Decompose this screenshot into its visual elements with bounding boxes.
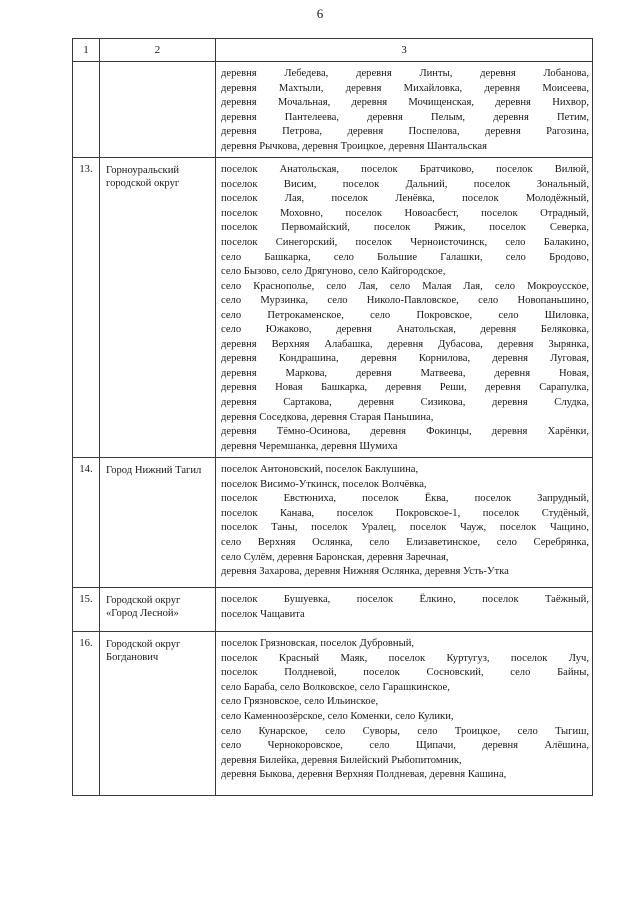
settlement-line: поселок Чащавита [221,608,305,620]
settlement-line: деревня Махтыли, деревня Михайловка, деревня Моисеева, [221,82,589,94]
settlement-line: деревня Верхняя Алабашка, деревня Дубасова, деревня Зырянка, [221,338,589,350]
settlement-line: село Мурзинка, село Николо-Павловское, село Новопаньшино, [221,295,589,307]
settlement-line: село Бараба, село Волковское, село Гарашкинское, [221,681,450,693]
page-number: 6 [316,6,324,21]
table-row [73,632,593,796]
settlement-line: село Грязновское, село Ильинское, [221,696,379,708]
settlement-line: село Южаково, деревня Анатольская, деревня Беляковка, [221,324,589,336]
settlement-line: поселок Моховно, поселок Новоасбест, поселок Отрадный, [221,207,589,219]
header-col-2: 2 [100,39,216,62]
municipality-name: Городской округ Богданович [100,632,216,796]
municipality-name: Городской округ «Город Лесной» [100,588,216,632]
settlement-line: деревня Мочальная, деревня Мочищенская, деревня Нихвор, [221,97,589,109]
settlement-line: село Кунарское, село Суворы, село Троицкое, село Тыгиш, [221,725,589,737]
settlements-list [216,158,593,458]
row-number [73,62,100,158]
settlement-line: деревня Пантелеева, деревня Пелым, деревня Петим, [221,111,589,123]
settlement-line: деревня Черемшанка, деревня Шумиха [221,440,398,452]
settlement-line: село Краснополье, село Лая, село Малая Лая, село Мокроусское, [221,280,589,292]
settlement-line: село Бызово, село Дрягуново, село Кайгородское, [221,266,446,278]
settlements-list [216,588,593,632]
settlement-line: село Сулём, деревня Баронская, деревня Заречная, [221,551,449,563]
settlements-list [216,458,593,588]
settlement-line: село Башкарка, село Большие Галашки, село Бродово, [221,251,589,263]
settlement-line: поселок Таны, поселок Уралец, поселок Чауж, поселок Чащино, [221,522,589,534]
table-row [73,62,593,158]
settlement-line: село Каменноозёрское, село Коменки, село Кулики, [221,710,454,722]
settlement-line: поселок Бушуевка, поселок Ёлкино, поселок Таёжный, [221,594,589,606]
settlement-line: деревня Соседкова, деревня Старая Паньшина, [221,411,434,423]
settlement-line: деревня Билейка, деревня Билейский Рыбопитомник, [221,754,462,766]
settlements-table [72,38,593,796]
municipality-name: Горноуральский городской округ [100,158,216,458]
settlement-line: село Верхняя Ослянка, село Елизаветинское, село Серебрянка, [221,536,589,548]
settlement-line: деревня Новая Башкарка, деревня Реши, деревня Сарапулка, [221,382,589,394]
row-number: 13. [73,158,100,458]
municipality-name: Город Нижний Тагил [100,458,216,588]
settlement-line: деревня Рычкова, деревня Троицкое, деревня Шантальская [221,140,487,152]
settlements-list [216,62,593,158]
header-col-3: 3 [216,39,593,62]
settlement-line: село Чернокоровское, село Щипачи, деревня Алёшина, [221,740,589,752]
settlement-line: деревня Быкова, деревня Верхняя Полдневая, деревня Кашина, [221,769,507,781]
row-number: 15. [73,588,100,632]
municipality-name [100,62,216,158]
settlement-line: деревня Кондрашина, деревня Корнилова, деревня Луговая, [221,353,589,365]
settlement-line: деревня Маркова, деревня Матвеева, деревня Новая, [221,367,589,379]
settlement-line: поселок Анатольская, поселок Братчиково, поселок Вилюй, [221,164,589,176]
settlement-line: поселок Полдневой, поселок Сосновский, село Байны, [221,667,589,679]
settlement-line: деревня Сартакова, деревня Сизикова, деревня Слудка, [221,397,589,409]
settlement-line: поселок Висим, поселок Дальний, поселок Зональный, [221,178,589,190]
settlements-list [216,632,593,796]
header-col-1: 1 [73,39,100,62]
settlement-line: поселок Антоновский, поселок Баклушина, [221,464,419,476]
row-number: 16. [73,632,100,796]
settlement-line: поселок Лая, поселок Ленёвка, поселок Молодёжный, [221,193,589,205]
table-row [73,458,593,588]
settlement-line: поселок Синегорский, поселок Черноисточинск, село Балакино, [221,237,589,249]
settlement-line: поселок Евстюниха, поселок Ёква, поселок Запрудный, [221,493,589,505]
settlement-line: поселок Первомайский, поселок Ряжик, поселок Северка, [221,222,589,234]
table-header-row [73,39,593,62]
settlement-line: деревня Захарова, деревня Нижняя Ослянка, деревня Усть-Утка [221,566,509,578]
settlement-line: поселок Красный Маяк, поселок Куртугуз, поселок Луч, [221,652,589,664]
settlement-line: поселок Канава, поселок Покровское-1, поселок Студёный, [221,507,589,519]
settlement-line: село Петрокаменское, село Покровское, село Шиловка, [221,309,589,321]
settlement-line: поселок Грязновская, поселок Дубровный, [221,638,415,650]
settlement-line: деревня Петрова, деревня Поспелова, деревня Рагозина, [221,126,589,138]
table-row [73,158,593,458]
table-row [73,588,593,632]
settlement-line: поселок Висимо-Уткинск, поселок Волчёвка, [221,478,427,490]
settlement-line: деревня Тёмно-Осинова, деревня Фокинцы, деревня Харёнки, [221,426,589,438]
row-number: 14. [73,458,100,588]
settlement-line: деревня Лебедева, деревня Линты, деревня Лобанова, [221,68,589,79]
